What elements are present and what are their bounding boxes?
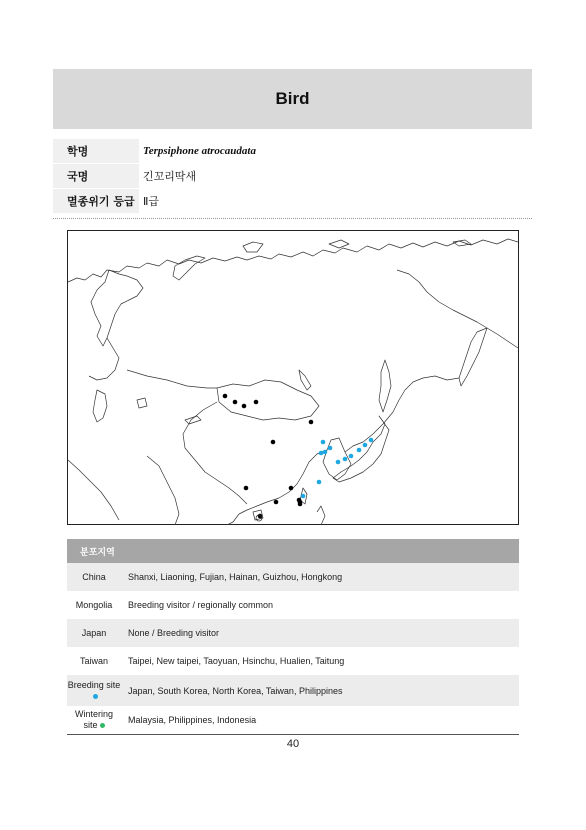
breeding-marker-dot [93, 694, 98, 699]
detail-cell: Japan, South Korea, North Korea, Taiwan, Philippines [128, 685, 343, 696]
region-cell: Japan [81, 627, 107, 638]
record-point [309, 420, 314, 425]
region-cell [67, 709, 121, 731]
korean-name-label: 국명 [53, 164, 139, 188]
distribution-row-china [67, 563, 519, 591]
record-point [233, 400, 238, 405]
scientific-name-value: Terpsiphone atrocaudata [143, 145, 256, 157]
page-title: Bird [275, 89, 310, 108]
detail-cell: Breeding visitor / regionally common [128, 600, 274, 610]
dotted-divider [53, 218, 532, 219]
detail-cell: Shanxi, Liaoning, Fujian, Hainan, Guizhou, Hongkong [128, 572, 343, 582]
distribution-row-taiwan [67, 647, 519, 675]
region-cell: China [82, 571, 106, 582]
detail-cell: Taipei, New taipei, Taoyuan, Hsinchu, Hualien, Taitung [128, 656, 345, 666]
record-point [254, 400, 259, 405]
wintering-site-label: Wintering site [74, 709, 113, 730]
title-banner [53, 69, 532, 129]
info-row-korean-name [53, 164, 532, 188]
breeding-point [328, 446, 333, 451]
breeding-point [323, 450, 328, 455]
info-row-scientific-name [53, 139, 532, 163]
breeding-point [369, 438, 374, 443]
endangered-grade-label: 멸종위기 등급 [53, 189, 139, 213]
breeding-site-label: Breeding site [67, 679, 121, 690]
detail-cell: Malaysia, Philippines, Indonesia [128, 715, 257, 725]
scientific-name-label: 학명 [53, 139, 139, 163]
info-row-endangered-grade [53, 189, 532, 213]
breeding-point [321, 440, 326, 445]
page-number: 40 [286, 738, 300, 750]
breeding-point [319, 451, 324, 456]
region-cell: Taiwan [79, 655, 108, 666]
breeding-point [363, 443, 368, 448]
breeding-point [336, 460, 341, 465]
distribution-row-wintering-site [67, 706, 519, 734]
distribution-header: 분포지역 [67, 539, 519, 563]
record-point [289, 486, 294, 491]
record-point [274, 500, 279, 505]
breeding-point [343, 457, 348, 462]
breeding-point [357, 448, 362, 453]
distribution-map [67, 230, 519, 525]
distribution-row-breeding-site [67, 675, 519, 706]
region-cell: Mongolia [75, 599, 113, 610]
distribution-row-japan [67, 619, 519, 647]
record-point [223, 394, 228, 399]
species-info [53, 139, 532, 214]
record-point [242, 404, 247, 409]
map-frame [68, 231, 519, 525]
breeding-point [349, 454, 354, 459]
wintering-marker-dot [100, 723, 105, 728]
endangered-grade-value: Ⅱ급 [143, 195, 160, 208]
region-cell [67, 680, 121, 702]
record-point [298, 502, 303, 507]
table-bottom-rule [67, 734, 519, 735]
korean-name-value: 긴꼬리딱새 [143, 170, 197, 183]
breeding-point [301, 494, 306, 499]
breeding-point [317, 480, 322, 485]
record-point [244, 486, 249, 491]
distribution-row-mongolia [67, 591, 519, 619]
distribution-table [67, 539, 519, 735]
detail-cell: None / Breeding visitor [128, 628, 220, 638]
record-point [271, 440, 276, 445]
